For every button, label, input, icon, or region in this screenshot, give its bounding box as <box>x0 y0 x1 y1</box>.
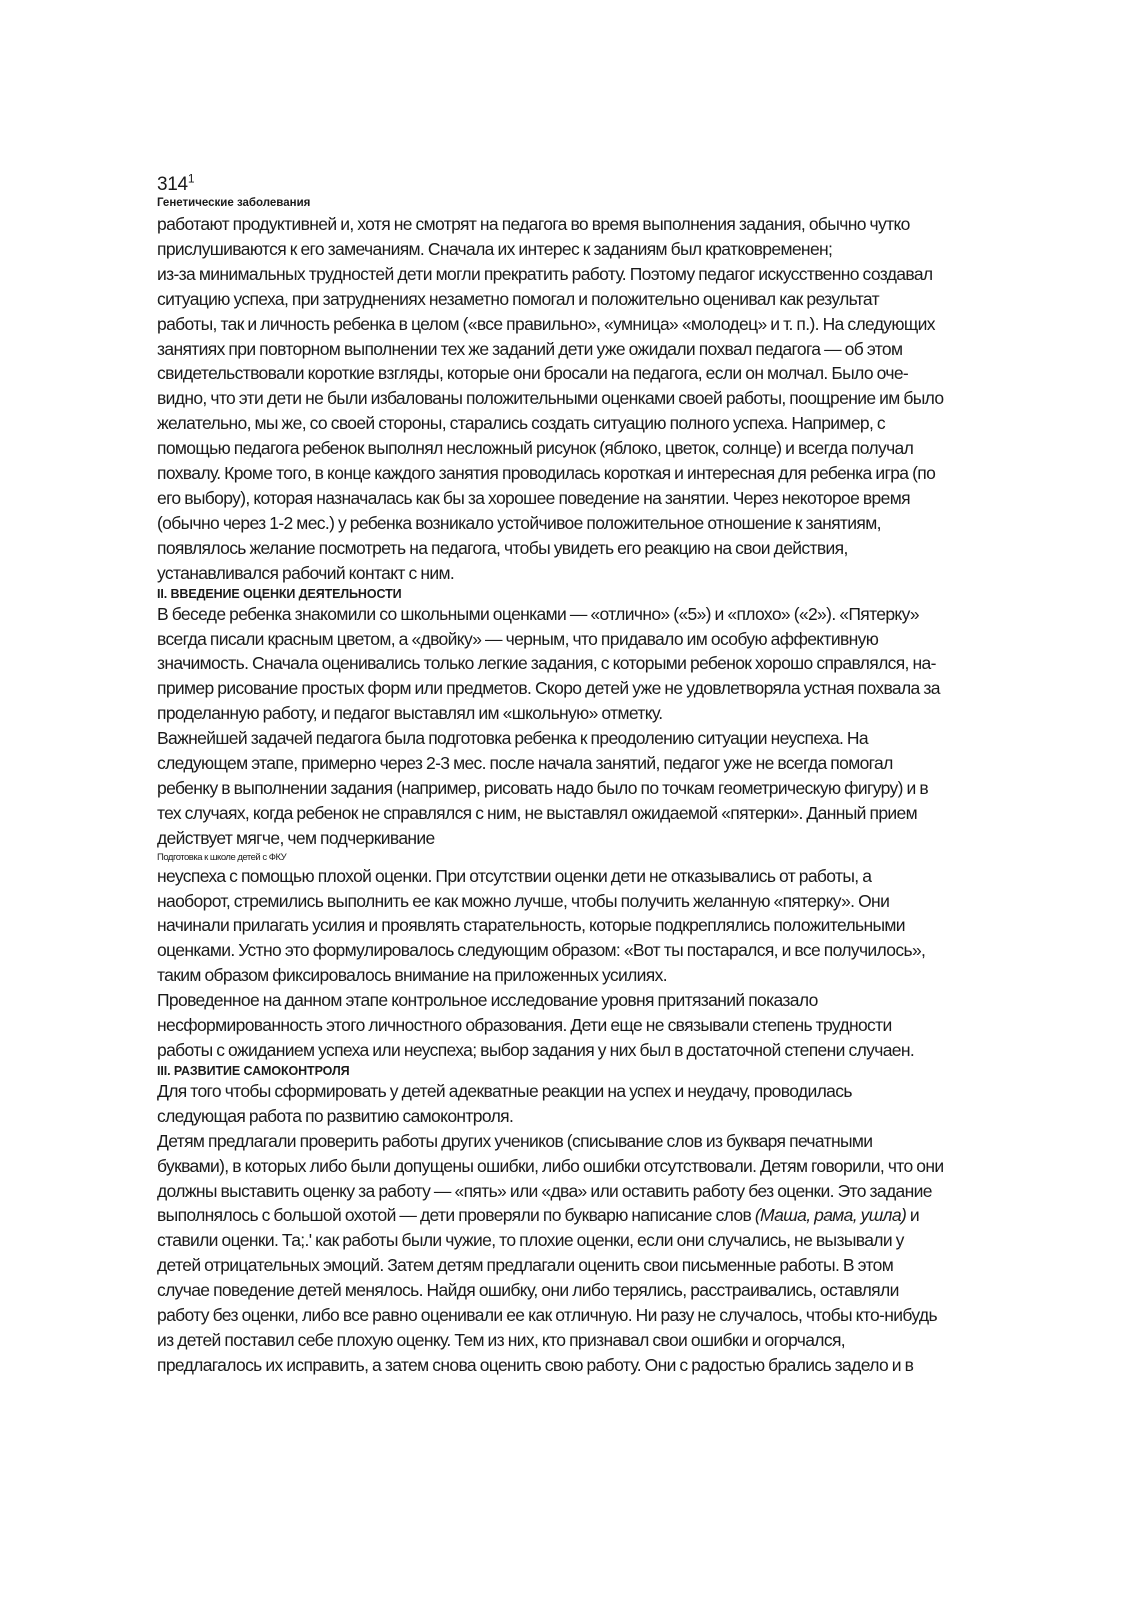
text-line: из-за минимальных трудностей дети могли прекратить работу. Поэтому педагог искусственно создавал <box>157 263 933 284</box>
text-line: устанавливался рабочий контакт с ним. <box>157 562 455 583</box>
text-line: В беседе ребенка знакомили со школьными оценками — «отлично» («5») и «плохо» («2»). «Пятерку» <box>157 603 919 624</box>
text-line: пример рисование простых форм или предметов. Скоро детей уже не удовлетворяла устная похвала за <box>157 678 940 699</box>
text-line: оценками. Устно это формулировалось следующим образом: «Вот ты постарался, и все получилось», <box>157 940 926 961</box>
text-line: работы с ожиданием успеха или неуспеха; выбор задания у них был в достаточной степени случаен. <box>157 1040 915 1060</box>
text-line: действует мягче, чем подчеркивание <box>157 827 435 848</box>
text-line: предлагалось их исправить, а затем снова оценить свою работу. Они с радостью брались задело и в <box>157 1354 914 1375</box>
text-line: свидетельствовали короткие взгляды, которые они бросали на педагога, если он молчал. Было оче- <box>157 363 909 384</box>
text-line: наоборот, стремились выполнить ее как можно лучше, чтобы получить желанную «пятерку». Они <box>157 890 890 911</box>
paragraph <box>157 988 1057 1063</box>
text-line: работают продуктивней и, хотя не смотрят на педагога во время выполнения задания, обычно чутко <box>157 214 910 234</box>
running-footer-title: Подготовка к школе детей с ФКУ <box>157 851 287 863</box>
text-line: следующая работа по развитию самоконтроля. <box>157 1105 514 1126</box>
text-line: ставили оценки. Та;.' как работы были чужие, то плохие оценки, если они случались, не вызывали у <box>157 1230 904 1251</box>
text-line: помощью педагога ребенок выполнял несложный рисунок (яблоко, цветок, солнце) и всегда получал <box>157 438 914 459</box>
text-line: Для того чтобы сформировать у детей адекватные реакции на успех и неудачу, проводилась <box>157 1080 852 1101</box>
text-line: желательно, мы же, со своей стороны, старались создать ситуацию полного успеха. Например, с <box>157 413 886 434</box>
running-head: Генетические заболевания <box>157 197 311 209</box>
paragraph <box>157 212 1057 262</box>
text-line: прислушиваются к его замечаниям. Сначала их интерес к заданиям был кратковременен; <box>157 238 833 259</box>
text-line: занятиях при повторном выполнении тех же заданий дети уже ожидали похвал педагога — об этом <box>157 338 903 359</box>
text-line: (обычно через 1-2 мес.) у ребенка возникало устойчивое положительное отношение к занятиям, <box>157 512 881 533</box>
text-line: Детям предлагали проверить работы других учеников (списывание слов из букваря печатными <box>157 1130 873 1151</box>
text-line: выполнялось с большой охотой — дети проверяли по букварю написание слов (Маша, рама, ушла) и <box>157 1205 919 1226</box>
text-line: следующем этапе, примерно через 2-3 мес. после начала занятий, педагог уже не всегда помогал <box>157 753 893 774</box>
page-number-superscript: 1 <box>187 171 195 186</box>
text-line: неуспеха с помощью плохой оценки. При отсутствии оценки дети не отказывались от работы, а <box>157 865 872 886</box>
section-heading: III. РАЗВИТИЕ САМОКОНТРОЛЯ <box>157 1063 350 1078</box>
document-page <box>157 171 1057 1378</box>
page-number: $314^1$ <box>157 171 195 195</box>
text-line: появлялось желание посмотреть на педагога, чтобы увидеть его реакцию на свои действия, <box>157 537 848 558</box>
paragraph <box>157 602 1057 727</box>
paragraph <box>157 864 1057 989</box>
text-line: из детей поставил себе плохую оценку. Тем из них, кто признавал свои ошибки и огорчался, <box>157 1329 845 1350</box>
text-line: случае поведение детей менялось. Найдя ошибку, они либо терялись, расстраивались, оставляли <box>157 1280 899 1301</box>
text-line: тех случаях, когда ребенок не справлялся с ним, не выставлял ожидаемой «пятерки». Данный прием <box>157 802 917 823</box>
text-line: начинали прилагать усилия и проявлять старательность, которые подкреплялись положительными <box>157 915 905 936</box>
text-line: значимость. Сначала оценивались только легкие задания, с которыми ребенок хорошо справлялся, на- <box>157 653 936 674</box>
text-line: несформированность этого личностного образования. Дети еще не связывали степень трудности <box>157 1015 892 1036</box>
text-line: всегда писали красным цветом, а «двойку» — черным, что придавало им особую аффективную <box>157 628 879 649</box>
body-text <box>157 212 1057 1378</box>
text-line: Проведенное на данном этапе контрольное исследование уровня притязаний показало <box>157 990 818 1011</box>
text-line: работы, так и личность ребенка в целом («все правильно», «умница» «молодец» и т. п.). На следующих <box>157 313 935 334</box>
text-line: буквами), в которых либо были допущены ошибки, либо ошибки отсутствовали. Детям говорили, что они <box>157 1155 944 1176</box>
text-line: похвалу. Кроме того, в конце каждого занятия проводилась короткая и интересная для ребенка игра (по <box>157 463 936 484</box>
section-heading: II. ВВЕДЕНИЕ ОЦЕНКИ ДЕЯТЕЛЬНОСТИ <box>157 586 402 601</box>
italic-example: (Маша, рама, ушла) <box>754 1205 907 1226</box>
text-line: ситуацию успеха, при затруднениях незаметно помогал и положительно оценивал как результат <box>157 288 879 309</box>
text-line: должны выставить оценку за работу — «пять» или «два» или оставить работу без оценки. Это задание <box>157 1180 932 1201</box>
paragraph <box>157 726 1057 851</box>
paragraph <box>157 1079 1057 1129</box>
paragraph <box>157 1129 1057 1378</box>
text-line: его выбору), которая назначалась как бы за хорошее поведение на занятии. Через некоторое время <box>157 487 910 508</box>
text-line: работу без оценки, либо все равно оценивали ее как отличную. Ни разу не случалось, чтобы кто-нибудь <box>157 1305 937 1326</box>
text-line: Важнейшей задачей педагога была подготовка ребенка к преодолению ситуации неуспеха. На <box>157 728 868 749</box>
text-line: видно, что эти дети не были избалованы положительными оценками своей работы, поощрение им было <box>157 388 944 409</box>
text-line: детей отрицательных эмоций. Затем детям предлагали оценить свои письменные работы. В этом <box>157 1255 894 1276</box>
text-line: таким образом фиксировалось внимание на приложенных усилиях. <box>157 965 667 986</box>
text-line: проделанную работу, и педагог выставлял им «школьную» отметку. <box>157 703 663 724</box>
paragraph <box>157 262 1057 586</box>
text-line: ребенку в выполнении задания (например, рисовать надо было по точкам геометрическую фигуру) и в <box>157 777 928 798</box>
